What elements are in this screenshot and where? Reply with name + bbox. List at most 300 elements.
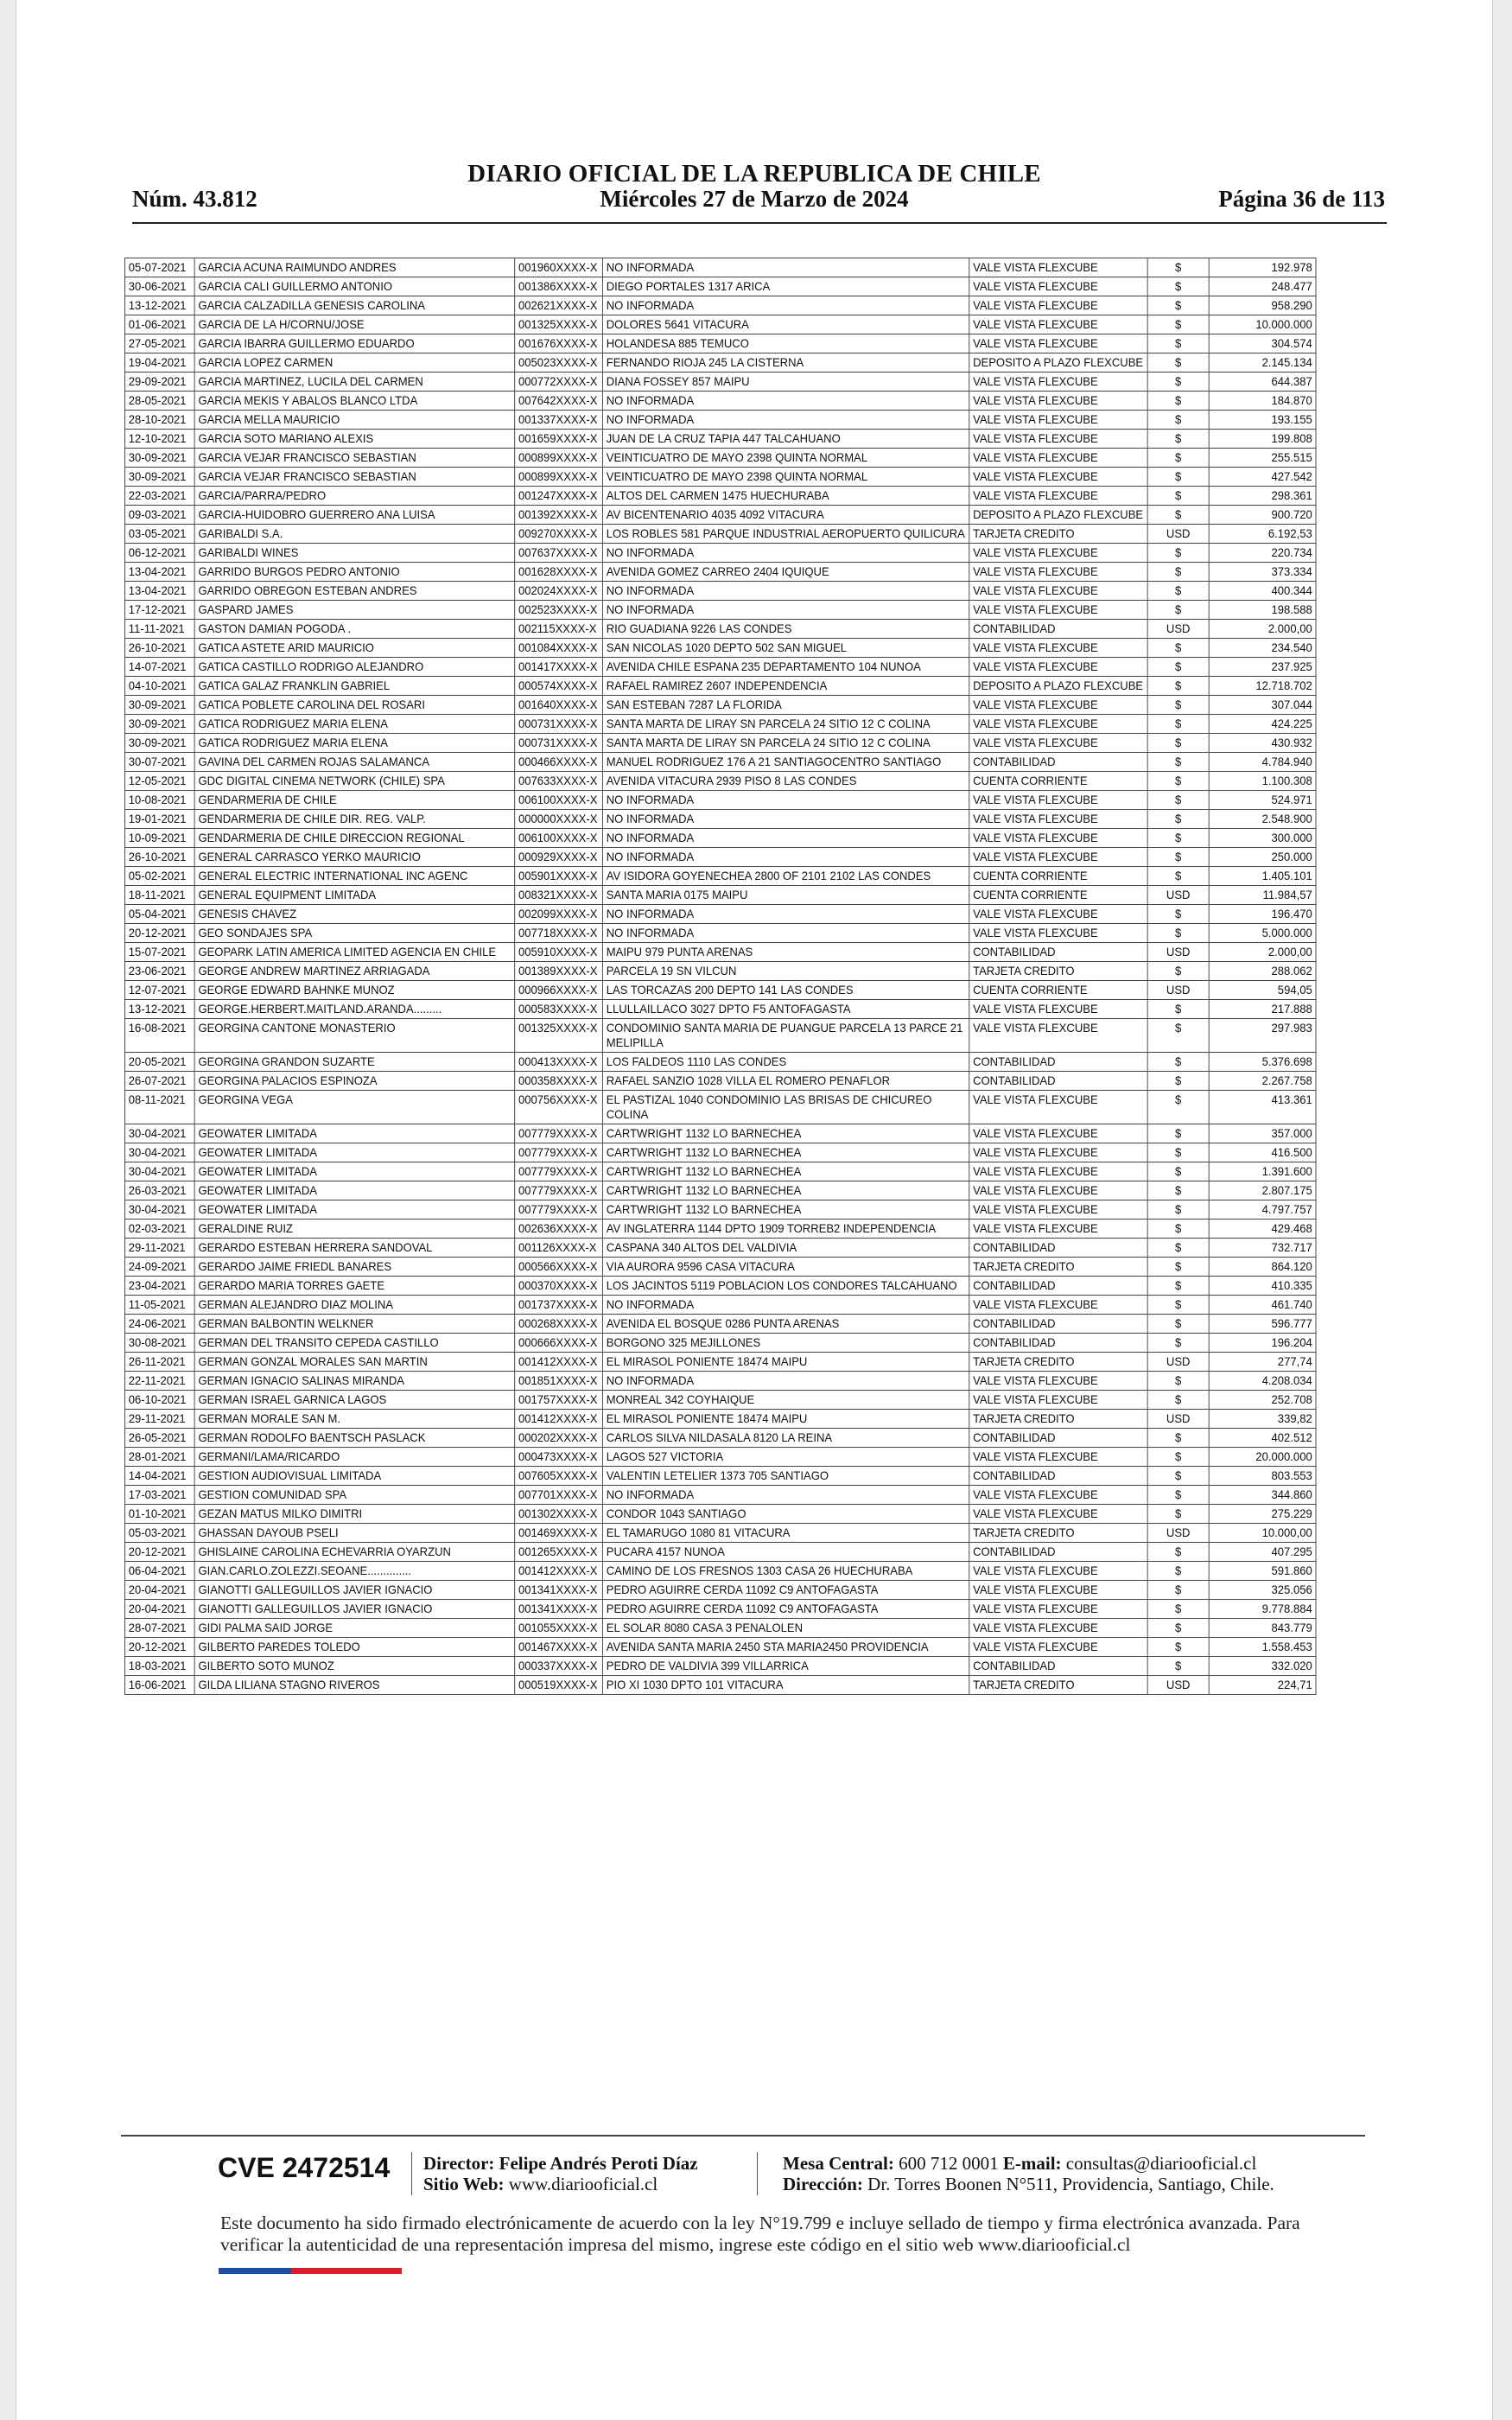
amount-cell: 196.470 [1209, 905, 1316, 924]
currency-cell: $ [1147, 639, 1209, 658]
table-row [124, 1410, 1316, 1429]
name-cell: GARCIA MARTINEZ, LUCILA DEL CARMEN [194, 373, 515, 392]
table-row [124, 1353, 1316, 1372]
date-cell: 02-03-2021 [124, 1220, 194, 1239]
product-cell: CONTABILIDAD [969, 1053, 1147, 1072]
address-cell: PARCELA 19 SN VILCUN [602, 962, 969, 981]
table-row [124, 981, 1316, 1000]
date-cell: 20-04-2021 [124, 1581, 194, 1600]
rut-cell: 000566XXXX-X [515, 1258, 603, 1277]
product-cell: VALE VISTA FLEXCUBE [969, 734, 1147, 753]
name-cell: GARCIA CALZADILLA GENESIS CAROLINA [194, 296, 515, 315]
date-cell: 23-04-2021 [124, 1277, 194, 1296]
rut-cell: 002523XXXX-X [515, 601, 603, 620]
website-link[interactable]: www.diariooficial.cl [508, 2174, 658, 2194]
amount-cell: 298.361 [1209, 487, 1316, 506]
address-cell: HOLANDESA 885 TEMUCO [602, 334, 969, 353]
amount-cell: 6.192,53 [1209, 525, 1316, 544]
director-block [423, 2153, 698, 2194]
name-cell: GARCIA MEKIS Y ABALOS BLANCO LTDA [194, 392, 515, 411]
publication-title: DIARIO OFICIAL DE LA REPUBLICA DE CHILE [467, 160, 1041, 188]
currency-cell: $ [1147, 1258, 1209, 1277]
currency-cell: USD [1147, 1676, 1209, 1695]
name-cell: GATICA GALAZ FRANKLIN GABRIEL [194, 677, 515, 696]
address-cell: NO INFORMADA [602, 258, 969, 277]
table-row [124, 1072, 1316, 1091]
address-cell: CARTWRIGHT 1132 LO BARNECHEA [602, 1143, 969, 1162]
amount-cell: 2.807.175 [1209, 1181, 1316, 1200]
name-cell: GATICA CASTILLO RODRIGO ALEJANDRO [194, 658, 515, 677]
name-cell: GARRIDO BURGOS PEDRO ANTONIO [194, 563, 515, 582]
currency-cell: $ [1147, 1124, 1209, 1143]
product-cell: VALE VISTA FLEXCUBE [969, 296, 1147, 315]
product-cell: DEPOSITO A PLAZO FLEXCUBE [969, 353, 1147, 373]
product-cell: VALE VISTA FLEXCUBE [969, 924, 1147, 943]
table-row [124, 810, 1316, 829]
amount-cell: 1.100.308 [1209, 772, 1316, 791]
table-row [124, 1543, 1316, 1562]
address-cell: VIA AURORA 9596 CASA VITACURA [602, 1258, 969, 1277]
date-cell: 05-03-2021 [124, 1524, 194, 1543]
rut-cell: 000772XXXX-X [515, 373, 603, 392]
currency-cell: $ [1147, 258, 1209, 277]
date-cell: 30-04-2021 [124, 1162, 194, 1181]
amount-cell: 864.120 [1209, 1258, 1316, 1277]
name-cell: GEORGINA VEGA [194, 1091, 515, 1124]
amount-cell: 224,71 [1209, 1676, 1316, 1695]
currency-cell: $ [1147, 1181, 1209, 1200]
rut-cell: 001084XXXX-X [515, 639, 603, 658]
table-row [124, 734, 1316, 753]
name-cell: GEOWATER LIMITADA [194, 1143, 515, 1162]
currency-cell: $ [1147, 1315, 1209, 1334]
name-cell: GENESIS CHAVEZ [194, 905, 515, 924]
name-cell: GESTION COMUNIDAD SPA [194, 1486, 515, 1505]
product-cell: VALE VISTA FLEXCUBE [969, 544, 1147, 563]
amount-cell: 12.718.702 [1209, 677, 1316, 696]
name-cell: GERARDO JAIME FRIEDL BANARES [194, 1258, 515, 1277]
currency-cell: $ [1147, 1581, 1209, 1600]
address-cell: NO INFORMADA [602, 924, 969, 943]
currency-cell: $ [1147, 468, 1209, 487]
director-label: Director: [423, 2153, 495, 2174]
address-cell: AVENIDA CHILE ESPANA 235 DEPARTAMENTO 104 NUNOA [602, 658, 969, 677]
amount-cell: 184.870 [1209, 392, 1316, 411]
date-cell: 10-08-2021 [124, 791, 194, 810]
name-cell: GARCIA/PARRA/PEDRO [194, 487, 515, 506]
currency-cell: $ [1147, 334, 1209, 353]
currency-cell: USD [1147, 886, 1209, 905]
amount-cell: 220.734 [1209, 544, 1316, 563]
amount-cell: 413.361 [1209, 1091, 1316, 1124]
address-cell: LLULLAILLACO 3027 DPTO F5 ANTOFAGASTA [602, 1000, 969, 1019]
rut-cell: 001757XXXX-X [515, 1391, 603, 1410]
table-row [124, 544, 1316, 563]
name-cell: GEORGINA PALACIOS ESPINOZA [194, 1072, 515, 1091]
date-cell: 30-09-2021 [124, 696, 194, 715]
product-cell: DEPOSITO A PLAZO FLEXCUBE [969, 506, 1147, 525]
product-cell: VALE VISTA FLEXCUBE [969, 277, 1147, 296]
table-row [124, 563, 1316, 582]
date-cell: 05-02-2021 [124, 867, 194, 886]
address-cell: EL TAMARUGO 1080 81 VITACURA [602, 1524, 969, 1543]
rut-cell: 007637XXXX-X [515, 544, 603, 563]
address-text: Dr. Torres Boonen N°511, Providencia, Santiago, Chile. [867, 2174, 1274, 2194]
address-cell: CONDOR 1043 SANTIAGO [602, 1505, 969, 1524]
rut-cell: 001341XXXX-X [515, 1581, 603, 1600]
amount-cell: 2.267.758 [1209, 1072, 1316, 1091]
product-cell: VALE VISTA FLEXCUBE [969, 1162, 1147, 1181]
product-cell: CUENTA CORRIENTE [969, 772, 1147, 791]
rut-cell: 000358XXXX-X [515, 1072, 603, 1091]
amount-cell: 900.720 [1209, 506, 1316, 525]
amount-cell: 193.155 [1209, 411, 1316, 430]
table-row [124, 1638, 1316, 1657]
name-cell: GARRIDO OBREGON ESTEBAN ANDRES [194, 582, 515, 601]
address-cell: EL MIRASOL PONIENTE 18474 MAIPU [602, 1410, 969, 1429]
table-row [124, 296, 1316, 315]
product-cell: TARJETA CREDITO [969, 1410, 1147, 1429]
amount-cell: 958.290 [1209, 296, 1316, 315]
rut-cell: 001467XXXX-X [515, 1638, 603, 1657]
amount-cell: 524.971 [1209, 791, 1316, 810]
rut-cell: 002621XXXX-X [515, 296, 603, 315]
signature-notice: Este documento ha sido firmado electrónicamente de acuerdo con la ley N°19.799 e incluye sellado de tiempo y firma electrónica avanzada. Para verificar la autenticidad de una representación impresa del mismo, ingrese este código en el sitio web www.diariooficial.cl [220, 2213, 1300, 2255]
rut-cell: 007605XXXX-X [515, 1467, 603, 1486]
amount-cell: 304.574 [1209, 334, 1316, 353]
rut-cell: 000731XXXX-X [515, 734, 603, 753]
address-cell: NO INFORMADA [602, 601, 969, 620]
table-row [124, 1019, 1316, 1053]
table-row [124, 639, 1316, 658]
amount-cell: 2.000,00 [1209, 620, 1316, 639]
rut-cell: 001417XXXX-X [515, 658, 603, 677]
amount-cell: 344.860 [1209, 1486, 1316, 1505]
name-cell: GARCIA VEJAR FRANCISCO SEBASTIAN [194, 449, 515, 468]
email-link[interactable]: consultas@diariooficial.cl [1065, 2153, 1257, 2174]
currency-cell: $ [1147, 1562, 1209, 1581]
amount-cell: 237.925 [1209, 658, 1316, 677]
rut-cell: 001126XXXX-X [515, 1239, 603, 1258]
address-cell: CARTWRIGHT 1132 LO BARNECHEA [602, 1181, 969, 1200]
table-row [124, 1181, 1316, 1200]
currency-cell: $ [1147, 430, 1209, 449]
address-cell: VEINTICUATRO DE MAYO 2398 QUINTA NORMAL [602, 449, 969, 468]
footer-divider [121, 2135, 1365, 2137]
address-cell: MONREAL 342 COYHAIQUE [602, 1391, 969, 1410]
currency-cell: $ [1147, 296, 1209, 315]
name-cell: GERMANI/LAMA/RICARDO [194, 1448, 515, 1467]
product-cell: VALE VISTA FLEXCUBE [969, 1124, 1147, 1143]
date-cell: 18-11-2021 [124, 886, 194, 905]
date-cell: 28-07-2021 [124, 1619, 194, 1638]
product-cell: CONTABILIDAD [969, 1239, 1147, 1258]
flag-stripe [219, 2268, 402, 2274]
name-cell: GATICA POBLETE CAROLINA DEL ROSARI [194, 696, 515, 715]
rut-cell: 001247XXXX-X [515, 487, 603, 506]
amount-cell: 300.000 [1209, 829, 1316, 848]
table-row [124, 943, 1316, 962]
product-cell: VALE VISTA FLEXCUBE [969, 487, 1147, 506]
name-cell: GENERAL CARRASCO YERKO MAURICIO [194, 848, 515, 867]
address-cell: NO INFORMADA [602, 1372, 969, 1391]
product-cell: VALE VISTA FLEXCUBE [969, 1391, 1147, 1410]
currency-cell: $ [1147, 1200, 1209, 1220]
address-cell: NO INFORMADA [602, 544, 969, 563]
date-cell: 23-06-2021 [124, 962, 194, 981]
currency-cell: $ [1147, 582, 1209, 601]
table-row [124, 315, 1316, 334]
date-cell: 05-07-2021 [124, 258, 194, 277]
rut-cell: 000413XXXX-X [515, 1053, 603, 1072]
date-cell: 28-01-2021 [124, 1448, 194, 1467]
address-cell: NO INFORMADA [602, 848, 969, 867]
address-cell: CARTWRIGHT 1132 LO BARNECHEA [602, 1200, 969, 1220]
currency-cell: $ [1147, 563, 1209, 582]
currency-cell: USD [1147, 525, 1209, 544]
address-cell: ALTOS DEL CARMEN 1475 HUECHURABA [602, 487, 969, 506]
product-cell: VALE VISTA FLEXCUBE [969, 392, 1147, 411]
amount-cell: 803.553 [1209, 1467, 1316, 1486]
address-cell: CARTWRIGHT 1132 LO BARNECHEA [602, 1162, 969, 1181]
table-row [124, 1467, 1316, 1486]
name-cell: GHISLAINE CAROLINA ECHEVARRIA OYARZUN [194, 1543, 515, 1562]
name-cell: GIAN.CARLO.ZOLEZZI.SEOANE.............. [194, 1562, 515, 1581]
name-cell: GENDARMERIA DE CHILE DIR. REG. VALP. [194, 810, 515, 829]
amount-cell: 2.548.900 [1209, 810, 1316, 829]
currency-cell: USD [1147, 981, 1209, 1000]
table-row [124, 525, 1316, 544]
currency-cell: $ [1147, 696, 1209, 715]
currency-cell: $ [1147, 1019, 1209, 1053]
name-cell: GIANOTTI GALLEGUILLOS JAVIER IGNACIO [194, 1581, 515, 1600]
rut-cell: 000756XXXX-X [515, 1091, 603, 1124]
product-cell: DEPOSITO A PLAZO FLEXCUBE [969, 677, 1147, 696]
cve-code: CVE 2472514 [218, 2152, 391, 2183]
table-row [124, 1391, 1316, 1410]
table-row [124, 1486, 1316, 1505]
date-cell: 11-05-2021 [124, 1296, 194, 1315]
name-cell: GERMAN BALBONTIN WELKNER [194, 1315, 515, 1334]
date-cell: 01-06-2021 [124, 315, 194, 334]
address-cell: EL MIRASOL PONIENTE 18474 MAIPU [602, 1353, 969, 1372]
table-row [124, 886, 1316, 905]
currency-cell: $ [1147, 601, 1209, 620]
date-cell: 04-10-2021 [124, 677, 194, 696]
currency-cell: $ [1147, 449, 1209, 468]
date-cell: 18-03-2021 [124, 1657, 194, 1676]
currency-cell: $ [1147, 353, 1209, 373]
date-cell: 30-08-2021 [124, 1334, 194, 1353]
product-cell: VALE VISTA FLEXCUBE [969, 696, 1147, 715]
amount-cell: 591.860 [1209, 1562, 1316, 1581]
product-cell: CONTABILIDAD [969, 1429, 1147, 1448]
product-cell: TARJETA CREDITO [969, 962, 1147, 981]
address-cell: AVENIDA VITACURA 2939 PISO 8 LAS CONDES [602, 772, 969, 791]
product-cell: CONTABILIDAD [969, 1467, 1147, 1486]
currency-cell: $ [1147, 1334, 1209, 1353]
address-cell: LOS ROBLES 581 PARQUE INDUSTRIAL AEROPUERTO QUILICURA [602, 525, 969, 544]
currency-cell: $ [1147, 1296, 1209, 1315]
date-cell: 12-10-2021 [124, 430, 194, 449]
address-cell: PEDRO AGUIRRE CERDA 11092 C9 ANTOFAGASTA [602, 1581, 969, 1600]
name-cell: GENERAL EQUIPMENT LIMITADA [194, 886, 515, 905]
product-cell: VALE VISTA FLEXCUBE [969, 1200, 1147, 1220]
address-cell: MANUEL RODRIGUEZ 176 A 21 SANTIAGOCENTRO SANTIAGO [602, 753, 969, 772]
name-cell: GESTION AUDIOVISUAL LIMITADA [194, 1467, 515, 1486]
table-row [124, 449, 1316, 468]
rut-cell: 001640XXXX-X [515, 696, 603, 715]
rut-cell: 007779XXXX-X [515, 1200, 603, 1220]
date-cell: 30-07-2021 [124, 753, 194, 772]
date-cell: 12-05-2021 [124, 772, 194, 791]
rut-cell: 001960XXXX-X [515, 258, 603, 277]
table-row [124, 411, 1316, 430]
date-cell: 16-08-2021 [124, 1019, 194, 1053]
address-cell: EL SOLAR 8080 CASA 3 PENALOLEN [602, 1619, 969, 1638]
currency-cell: $ [1147, 1448, 1209, 1467]
address-cell: SANTA MARTA DE LIRAY SN PARCELA 24 SITIO 12 C COLINA [602, 715, 969, 734]
amount-cell: 373.334 [1209, 563, 1316, 582]
amount-cell: 277,74 [1209, 1353, 1316, 1372]
product-cell: VALE VISTA FLEXCUBE [969, 1019, 1147, 1053]
rut-cell: 001325XXXX-X [515, 1019, 603, 1053]
amount-cell: 461.740 [1209, 1296, 1316, 1315]
table-row [124, 867, 1316, 886]
amount-cell: 2.000,00 [1209, 943, 1316, 962]
name-cell: GARCIA IBARRA GUILLERMO EDUARDO [194, 334, 515, 353]
name-cell: GILBERTO SOTO MUNOZ [194, 1657, 515, 1676]
amount-cell: 275.229 [1209, 1505, 1316, 1524]
currency-cell: $ [1147, 1372, 1209, 1391]
product-cell: VALE VISTA FLEXCUBE [969, 639, 1147, 658]
name-cell: GAVINA DEL CARMEN ROJAS SALAMANCA [194, 753, 515, 772]
address-cell: LOS JACINTOS 5119 POBLACION LOS CONDORES TALCAHUANO [602, 1277, 969, 1296]
currency-cell: $ [1147, 1619, 1209, 1638]
table-row [124, 1258, 1316, 1277]
flag-blue-band [219, 2268, 291, 2274]
table-row [124, 1448, 1316, 1467]
rut-cell: 007779XXXX-X [515, 1181, 603, 1200]
amount-cell: 596.777 [1209, 1315, 1316, 1334]
rut-cell: 001737XXXX-X [515, 1296, 603, 1315]
rut-cell: 000337XXXX-X [515, 1657, 603, 1676]
currency-cell: $ [1147, 734, 1209, 753]
date-cell: 13-04-2021 [124, 582, 194, 601]
name-cell: GEOWATER LIMITADA [194, 1200, 515, 1220]
date-cell: 12-07-2021 [124, 981, 194, 1000]
currency-cell: $ [1147, 487, 1209, 506]
flag-red-band [291, 2268, 402, 2274]
rut-cell: 006100XXXX-X [515, 829, 603, 848]
table-row [124, 848, 1316, 867]
table-row [124, 258, 1316, 277]
address-cell: JUAN DE LA CRUZ TAPIA 447 TALCAHUANO [602, 430, 969, 449]
table-row [124, 334, 1316, 353]
product-cell: VALE VISTA FLEXCUBE [969, 848, 1147, 867]
table-row [124, 1334, 1316, 1353]
table-row [124, 1053, 1316, 1072]
address-cell: AVENIDA SANTA MARIA 2450 STA MARIA2450 PROVIDENCIA [602, 1638, 969, 1657]
address-cell: LAGOS 527 VICTORIA [602, 1448, 969, 1467]
product-cell: VALE VISTA FLEXCUBE [969, 1220, 1147, 1239]
table-row [124, 1429, 1316, 1448]
date-cell: 11-11-2021 [124, 620, 194, 639]
amount-cell: 11.984,57 [1209, 886, 1316, 905]
date-cell: 13-04-2021 [124, 563, 194, 582]
product-cell: CONTABILIDAD [969, 1334, 1147, 1353]
date-cell: 06-10-2021 [124, 1391, 194, 1410]
rut-cell: 001412XXXX-X [515, 1562, 603, 1581]
name-cell: GEZAN MATUS MILKO DIMITRI [194, 1505, 515, 1524]
date-cell: 09-03-2021 [124, 506, 194, 525]
address-cell: CAMINO DE LOS FRESNOS 1303 CASA 26 HUECHURABA [602, 1562, 969, 1581]
rut-cell: 001851XXXX-X [515, 1372, 603, 1391]
amount-cell: 4.784.940 [1209, 753, 1316, 772]
product-cell: VALE VISTA FLEXCUBE [969, 905, 1147, 924]
table-row [124, 1619, 1316, 1638]
product-cell: VALE VISTA FLEXCUBE [969, 468, 1147, 487]
address-label: Dirección: [783, 2174, 863, 2194]
name-cell: GARCIA SOTO MARIANO ALEXIS [194, 430, 515, 449]
product-cell: VALE VISTA FLEXCUBE [969, 258, 1147, 277]
table-row [124, 582, 1316, 601]
amount-cell: 430.932 [1209, 734, 1316, 753]
table-row [124, 753, 1316, 772]
address-cell: SANTA MARIA 0175 MAIPU [602, 886, 969, 905]
currency-cell: $ [1147, 772, 1209, 791]
product-cell: TARJETA CREDITO [969, 1524, 1147, 1543]
table-row [124, 1091, 1316, 1124]
table-row [124, 1600, 1316, 1619]
currency-cell: $ [1147, 867, 1209, 886]
product-cell: VALE VISTA FLEXCUBE [969, 373, 1147, 392]
director-name: Felipe Andrés Peroti Díaz [499, 2153, 698, 2174]
currency-cell: $ [1147, 544, 1209, 563]
currency-cell: USD [1147, 620, 1209, 639]
product-cell: CUENTA CORRIENTE [969, 886, 1147, 905]
product-cell: CONTABILIDAD [969, 753, 1147, 772]
amount-cell: 732.717 [1209, 1239, 1316, 1258]
rut-cell: 006100XXXX-X [515, 791, 603, 810]
rut-cell: 000202XXXX-X [515, 1429, 603, 1448]
address-cell: NO INFORMADA [602, 810, 969, 829]
table-row [124, 1657, 1316, 1676]
name-cell: GEOWATER LIMITADA [194, 1162, 515, 1181]
table-row [124, 1220, 1316, 1239]
table-row [124, 1562, 1316, 1581]
date-cell: 30-06-2021 [124, 277, 194, 296]
rut-cell: 001389XXXX-X [515, 962, 603, 981]
rut-cell: 001055XXXX-X [515, 1619, 603, 1638]
amount-cell: 429.468 [1209, 1220, 1316, 1239]
amount-cell: 339,82 [1209, 1410, 1316, 1429]
table-row [124, 506, 1316, 525]
product-cell: VALE VISTA FLEXCUBE [969, 315, 1147, 334]
table-row [124, 1676, 1316, 1695]
name-cell: GEORGINA CANTONE MONASTERIO [194, 1019, 515, 1053]
currency-cell: $ [1147, 905, 1209, 924]
table-row [124, 905, 1316, 924]
date-cell: 08-11-2021 [124, 1091, 194, 1124]
rut-cell: 002115XXXX-X [515, 620, 603, 639]
date-cell: 26-11-2021 [124, 1353, 194, 1372]
rut-cell: 000473XXXX-X [515, 1448, 603, 1467]
product-cell: CONTABILIDAD [969, 1657, 1147, 1676]
currency-cell: $ [1147, 506, 1209, 525]
rut-cell: 001412XXXX-X [515, 1410, 603, 1429]
product-cell: VALE VISTA FLEXCUBE [969, 1091, 1147, 1124]
